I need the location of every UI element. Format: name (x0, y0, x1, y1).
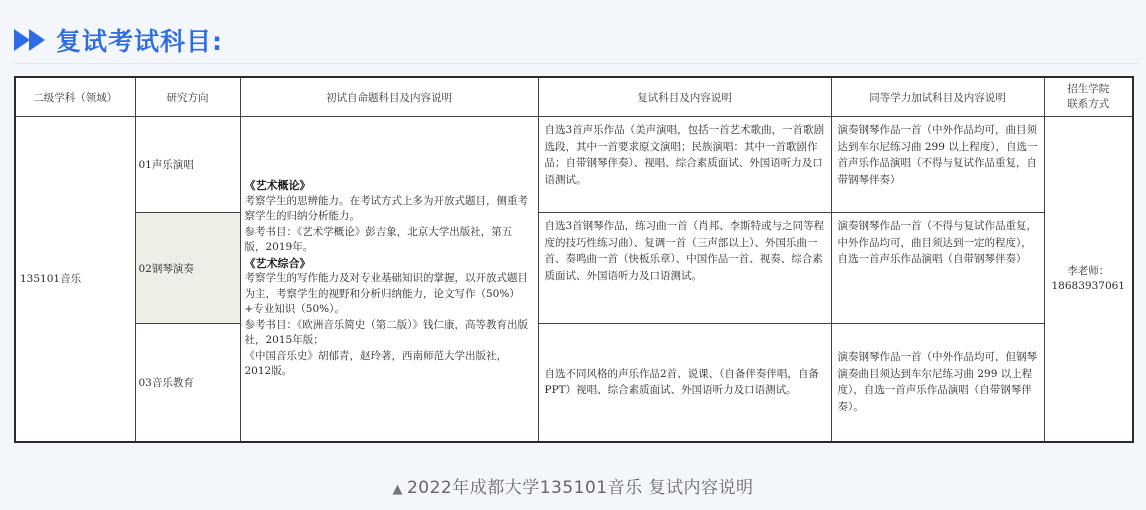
prelim-text: 考察学生的思辨能力。在考试方式上多为开放式题目，侧重考察学生的归纳分析能力。 (244, 194, 528, 222)
direction-cell: 03音乐教育 (135, 324, 240, 442)
table-row (15, 324, 1133, 442)
discipline-cell: 135101音乐 (15, 117, 135, 442)
table-row (15, 117, 1133, 213)
addtest-cell: 演奏钢琴作品一首（不得与复试作品重复，中外作品均可，曲目须达到一定的程度），自选一首声乐作品演唱（自带钢琴伴奏） (831, 213, 1044, 324)
retest-cell: 自选3首声乐作品（美声演唱，包括一首艺术歌曲，一首歌剧选段，其中一首要求原文演唱；民族演唱：其中一首歌剧作品；自带钢琴伴奏）、视唱、综合素质面试、外国语听力及口语测试。 (538, 117, 831, 213)
triangle-marker-icon: ▲ (392, 482, 403, 497)
section-header (14, 22, 223, 58)
contact-cell (1044, 117, 1133, 442)
header-divider (14, 63, 1139, 64)
retest-cell: 自选不同风格的声乐作品2首、说课、（自备伴奏伴唱，自备PPT）视唱、综合素质面试、外国语听力及口语测试。 (538, 324, 831, 442)
prelim-subject-title: 《艺术综合》 (244, 256, 311, 270)
contact-phone: 18683937061 (1051, 279, 1125, 292)
exam-subjects-table (14, 76, 1134, 443)
table-row (15, 213, 1133, 324)
prelim-text: 考察学生的写作能力及对专业基础知识的掌握，以开放式题目为主，考察学生的视野和分析归纳能力，论文写作（50%）+专业知识（50%）。 (244, 272, 528, 315)
column-header: 招生学院 联系方式 (1044, 77, 1133, 117)
table-header-row (15, 77, 1133, 117)
contact-name: 李老师： (1067, 264, 1110, 277)
prelim-subjects-cell (240, 117, 538, 442)
image-caption (0, 473, 1146, 498)
column-header: 初试自命题科目及内容说明 (240, 77, 538, 117)
prelim-text: 《中国音乐史》胡郁青，赵玲著，西南师范大学出版社，2012版。 (244, 349, 507, 377)
addtest-cell: 演奏钢琴作品一首（中外作品均可，曲目须达到车尔尼练习曲 299 以上程度），自选一首声乐作品演唱（不得与复试作品重复，自带钢琴伴奏） (831, 117, 1044, 213)
caption-text: 2022年成都大学135101音乐 复试内容说明 (406, 478, 754, 498)
direction-cell: 02钢琴演奏 (135, 213, 240, 324)
prelim-subject-title: 《艺术概论》 (244, 179, 311, 192)
column-header: 复试科目及内容说明 (538, 77, 831, 117)
prelim-text: 参考书目：《艺术学概论》彭吉象，北京大学出版社，第五版，2019年。 (244, 225, 513, 253)
column-header: 研究方向 (135, 77, 240, 117)
prelim-text: 参考书目：《欧洲音乐简史（第二版）》钱仁康，高等教育出版社，2015年版； (244, 318, 528, 346)
addtest-cell: 演奏钢琴作品一首（中外作品均可，但钢琴演奏曲目须达到车尔尼练习曲 299 以上程度），自选一首声乐作品演唱（自带钢琴伴奏）。 (831, 324, 1044, 442)
column-header: 同等学力加试科目及内容说明 (831, 77, 1044, 117)
section-title: 复试考试科目: (56, 27, 223, 56)
retest-cell: 自选3首钢琴作品，练习曲一首（肖邦、李斯特或与之同等程度的技巧性练习曲）、复调一首（三声部以上）、外国乐曲一首、奏鸣曲一首（快板乐章）、中国作品一首、视奏、综合素质面试、外国语听力及口语测试。 (538, 213, 831, 324)
direction-cell: 01声乐演唱 (135, 117, 240, 213)
column-header: 二级学科（领域） (15, 77, 135, 117)
double-play-arrow-icon (14, 27, 48, 53)
